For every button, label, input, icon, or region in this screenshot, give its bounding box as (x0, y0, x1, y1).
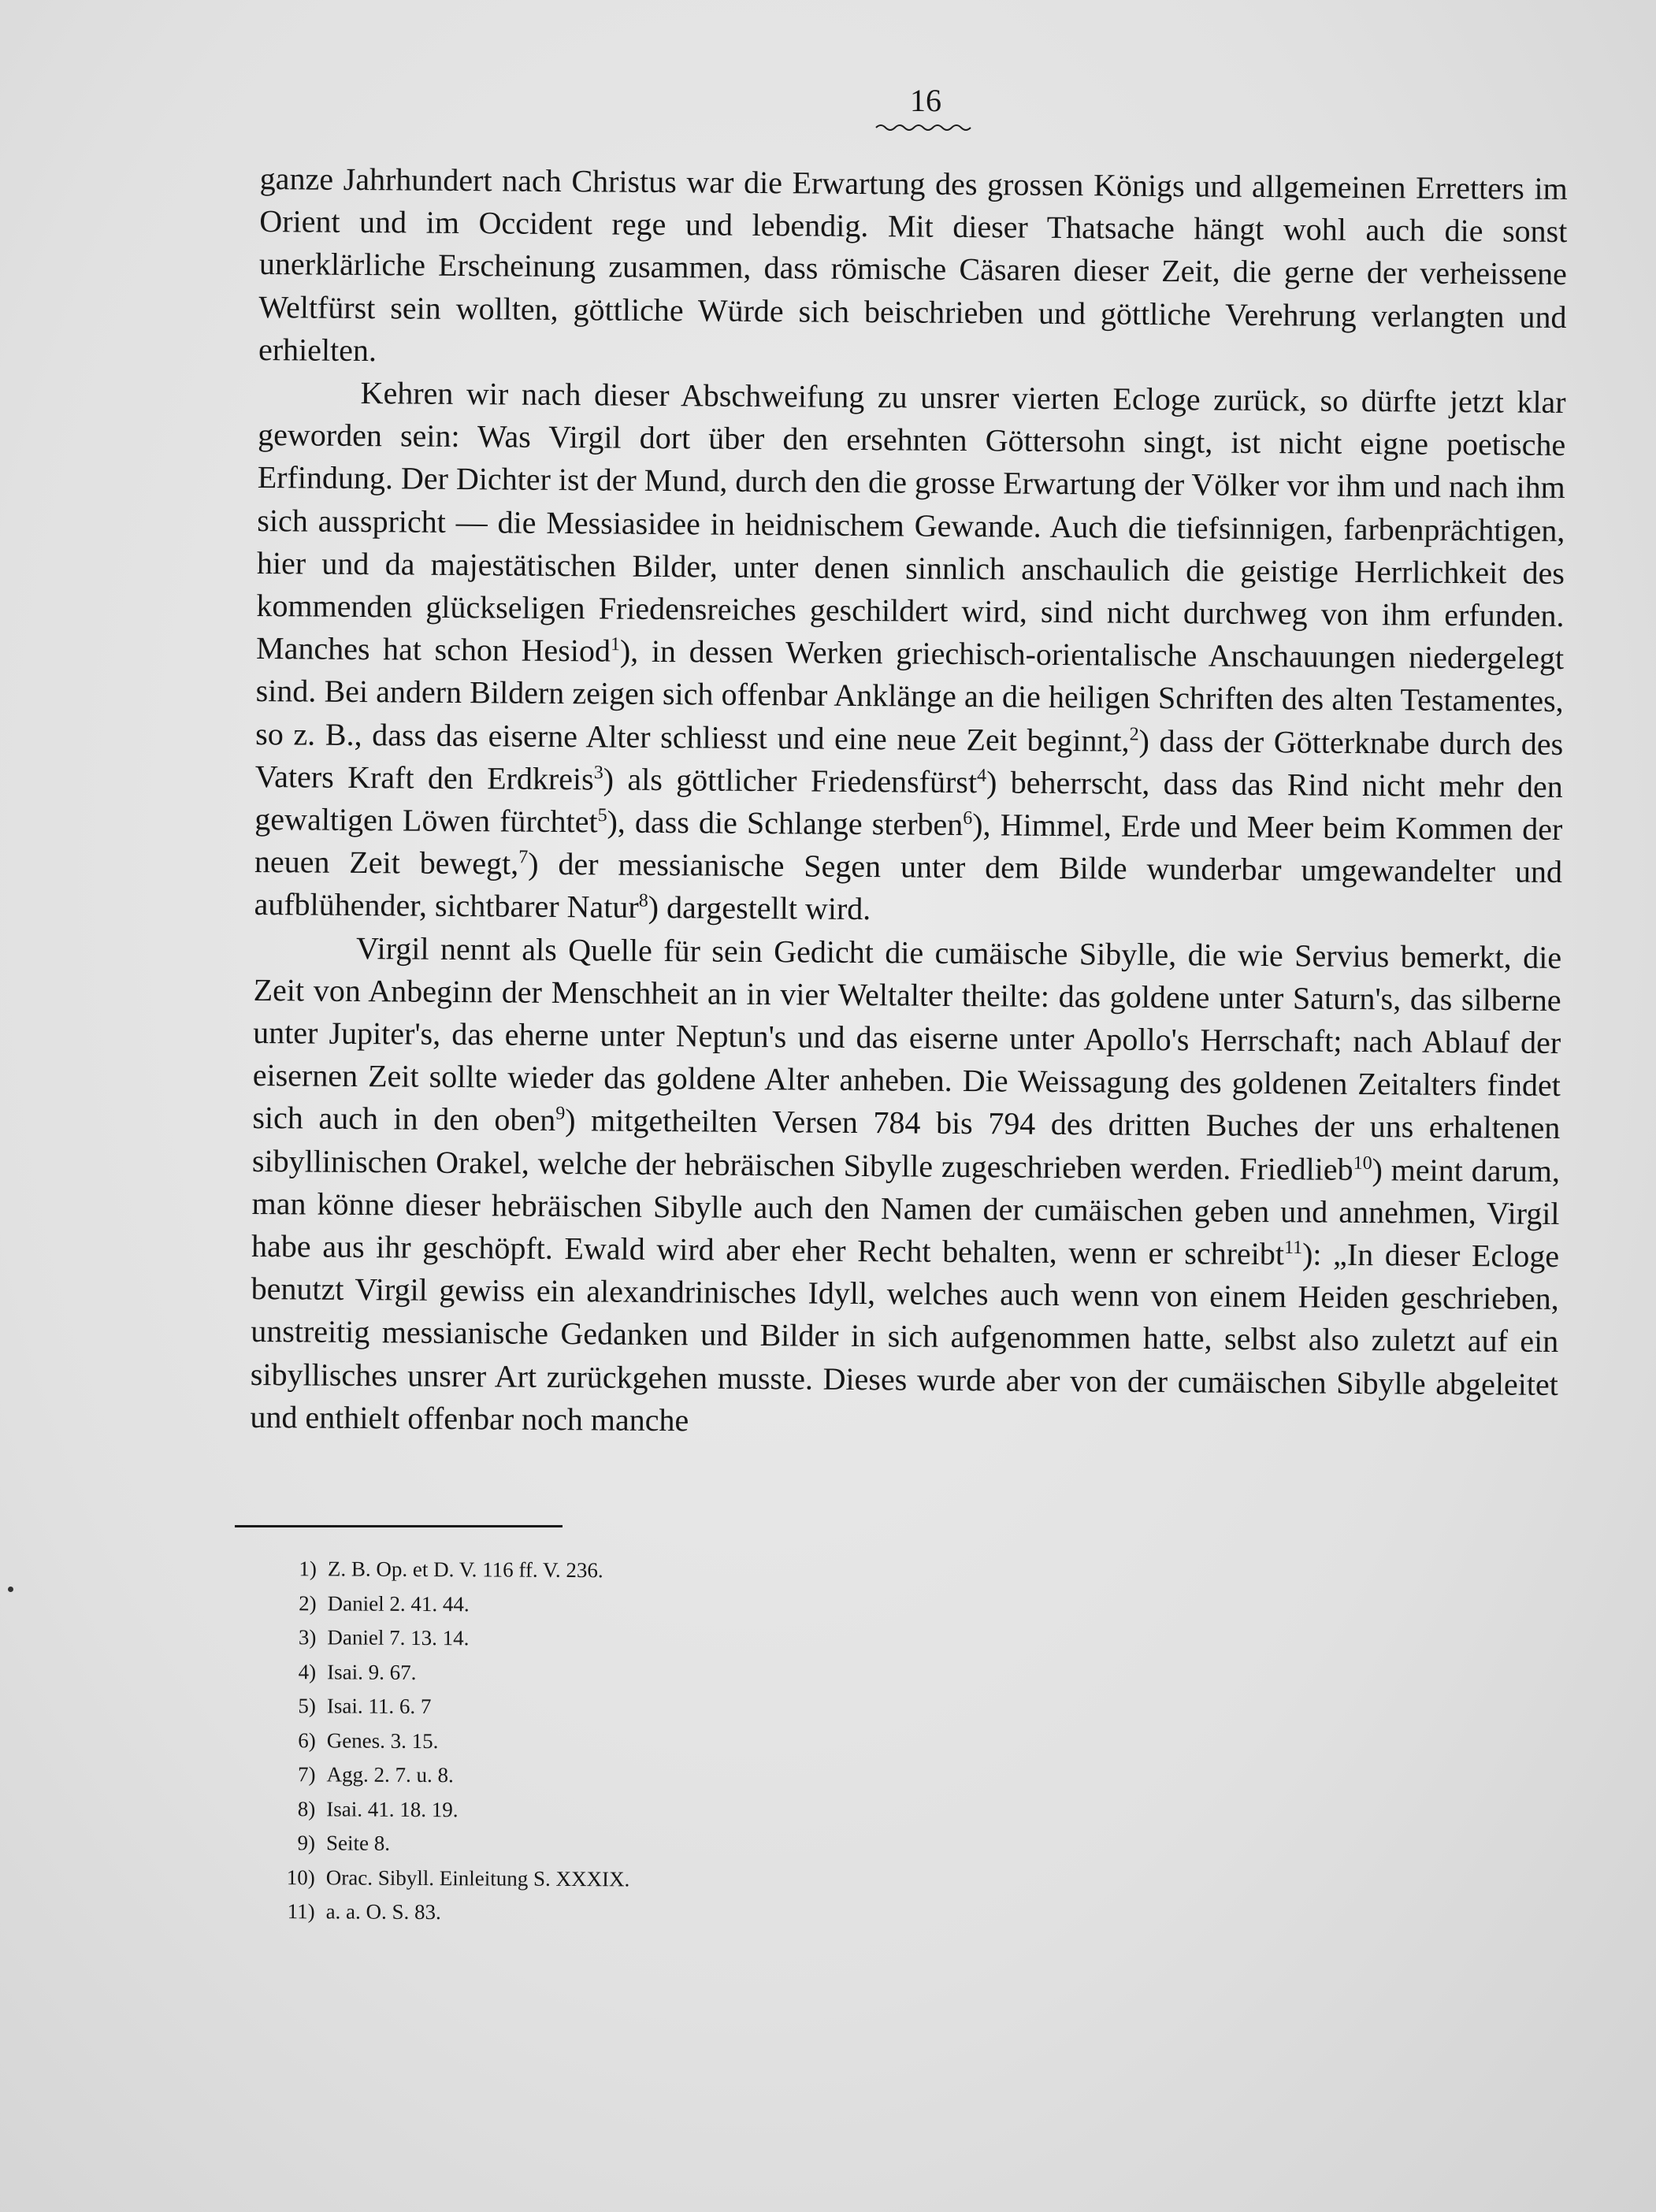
footnote: 3) Daniel 7. 13. 14. (298, 1625, 470, 1650)
footnote: 8) Isai. 41. 18. 19. (297, 1796, 459, 1821)
footnote-list (265, 1552, 976, 1932)
paragraph-1: ganze Jahrhundert nach Christus war die Erwartung des grossen Königs und allgemeinen Erretters im Orient und im Occident rege und lebendig. Mit dieser Thatsache hängt wohl auch die sonst unerklärliche Erscheinung zusammen, dass römische Cäsaren dieser Zeit, die gerne der verheissene Weltfürst sein wollten, göttliche Würde sich beischrieben und göttliche Verehrung verlangten und erhielten. (258, 160, 1568, 368)
footnote: 5) Isai. 11. 6. 7 (298, 1694, 432, 1719)
footnote: 6) Genes. 3. 15. (298, 1728, 439, 1753)
footnote-divider (235, 1525, 563, 1527)
footnote: 11) a. a. O. S. 83. (287, 1899, 441, 1924)
footnote-ref-1: 1 (610, 634, 621, 655)
footnote: 4) Isai. 9. 67. (298, 1659, 417, 1684)
scan-speck (8, 1587, 13, 1592)
footnote: 9) Seite 8. (297, 1831, 391, 1855)
footnote-ref-5: 5 (597, 805, 607, 826)
footnote-ref-11: 11 (1283, 1238, 1303, 1259)
body-text (250, 158, 1568, 1449)
footnote: 10) Orac. Sibyll. Einleitung S. XXXIX. (286, 1865, 630, 1891)
page-number-ornament (874, 121, 977, 135)
footnote-ref-4: 4 (977, 765, 987, 786)
footnote-ref-10: 10 (1353, 1152, 1372, 1174)
footnote: 2) Daniel 2. 41. 44. (299, 1590, 470, 1616)
footnote-ref-7: 7 (518, 847, 529, 868)
paragraph-3: Virgil nennt als Quelle für sein Gedicht die cumäische Sibylle, die wie Servius bemerkt, die Zeit von Anbeginn der Menschheit an in vier Weltalter theilte: das goldene unter Saturn's, das silberne unter Jupiter's, das eherne unter Neptun's und das eiserne unter Apollo's Herrschaft; nach Ablauf der eisernen Zeit sollte wieder das goldene Alter anheben. Die Weissagung des goldenen Zeitalters findet sich auch in den oben$^9$) mitgetheilten Versen 784 bis 794 des dritten Buches der uns erhaltenen sibyllinischen Orakel, welche der hebräischen Sibylle zugeschrieben werden. Friedlieb$^{10}$) meint darum, man könne dieser hebräischen Sibylle auch den Namen der cumäischen geben und annehmen, Virgil habe aus ihr geschöpft. Ewald wird aber eher Recht behalten, wenn er schreibt$^{11}$): „In dieser Ecloge benutzt Virgil gewiss ein alexandrinisches Idyll, welches auch wenn von einem Heiden geschrieben, unstreitig messianische Gedanken und Bilder in sich aufgenommen hatte, selbst also zuletzt auf ein sibyllisches unsrer Art zurückgehen musste. Dieses wurde aber von der cumäischen Sibylle abgeleitet und enthielt offenbar noch manche (250, 930, 1562, 1438)
footnote-ref-3: 3 (593, 762, 603, 783)
footnote-ref-9: 9 (555, 1104, 566, 1125)
footnote-ref-2: 2 (1129, 724, 1139, 745)
footnote: 7) Agg. 2. 7. u. 8. (297, 1762, 454, 1787)
footnote: 1) Z. B. Op. et D. V. 116 ff. V. 236. (299, 1557, 603, 1583)
page-number: 16 (910, 83, 941, 118)
paragraph-2: Kehren wir nach dieser Abschweifung zu unsrer vierten Ecloge zurück, so dürfte jetzt klar geworden sein: Was Virgil dort über den ersehnten Göttersohn singt, ist nicht eigne poetische Erfindung. Der Dichter ist der Mund, durch den die grosse Erwartung der Völker vor ihm und nach ihm sich ausspricht — die Messiasidee in heidnischem Gewande. Auch die tiefsinnigen, farbenprächtigen, hier und da majestätischen Bilder, unter denen sinnlich anschaulich die geistige Herrlichkeit des kommenden glückseligen Friedensreiches geschildert wird, sind nicht durchweg von ihm erfunden. Manches hat schon Hesiod$^1$), in dessen Werken griechisch-orientalische Anschauungen niedergelegt sind. Bei andern Bildern zeigen sich offenbar Anklänge an die heiligen Schriften des alten Testamentes, so z. B., dass das eiserne Alter schliesst und eine neue Zeit beginnt,$^2$) dass der Götterknabe durch des Vaters Kraft den Erdkreis$^3$) als göttlicher Friedensfürst$^4$) beherrscht, dass das Rind nicht mehr den gewaltigen Löwen fürchtet$^5$), dass die Schlange sterben$^6$), Himmel, Erde und Meer beim Kommen der neuen Zeit bewegt,$^7$) der messianische Segen unter dem Bilde wunderbar umgewandelter und aufblühender, sichtbarer Natur$^8$) dargestellt wird. (254, 375, 1566, 927)
footnote-ref-6: 6 (963, 807, 973, 829)
footnote-ref-8: 8 (638, 890, 648, 912)
